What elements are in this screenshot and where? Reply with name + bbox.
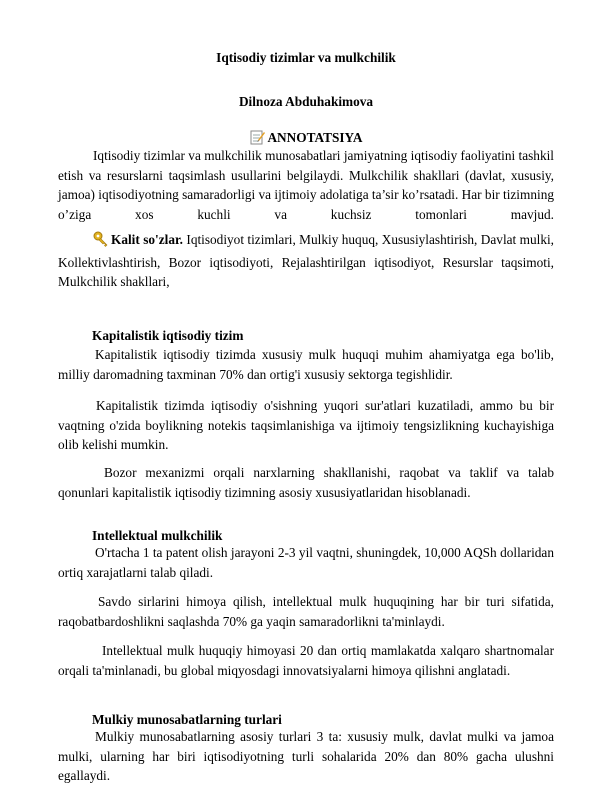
- section-heading: Kapitalistik iqtisodiy tizim: [92, 328, 244, 343]
- paragraph: Kapitalistik tizimda iqtisodiy o'sishning yuqori sur'atlari kuzatiladi, ammo bu bir vaqtning o'zida boylikning notekis taqsimlanishiga va ijtimoiy tengsizlikning kuchayishiga olib kelishi mumkin.: [58, 398, 554, 452]
- paragraph: Savdo sirlarini himoya qilish, intellektual mulk huquqining har bir turi sifatida, raqobatbardoshlikni saqlashda 70% ga yaqin samaradorlikni ta'minlaydi.: [58, 594, 554, 629]
- document-title: Iqtisodiy tizimlar va mulkchilik: [216, 50, 396, 65]
- author-name: Dilnoza Abduhakimova: [238, 94, 374, 109]
- section-heading: Intellektual mulkchilik: [92, 528, 223, 543]
- paragraph: O'rtacha 1 ta patent olish jarayoni 2-3 yil vaqtni, shuningdek, 10,000 AQSh dollaridan ortiq xarajatlarni talab qiladi.: [58, 545, 554, 580]
- paragraph: Mulkiy munosabatlarning asosiy turlari 3 ta: xususiy mulk, davlat mulki va jamoa mulki, ularning har biri iqtisodiyotning turli sohalarida 20% dan 80% gacha ulushni egallaydi.: [58, 729, 554, 783]
- keywords-text: Iqtisodiyot tizimlari, Mulkiy huquq, Xususiylashtirish, Davlat mulki, Kollektivlashtirish, Bozor iqtisodiyoti, Rejalashtirilgan iqtisodiyot, Resurslar taqsimoti, Mulkchilik shakllari,: [58, 232, 554, 289]
- annotation-heading: ANNOTATSIYA: [267, 130, 363, 145]
- paragraph: Kapitalistik iqtisodiy tizimda xususiy mulk huquqi muhim ahamiyatga ega bo'lib, milliy daromadning taxminan 70% dan ortig'i xususiy sektorga tegishlidir.: [58, 347, 554, 382]
- annotation-text: Iqtisodiy tizimlar va mulkchilik munosabatlari jamiyatning iqtisodiy faoliyatini tashkil etish va resurslarni taqsimlash usullarini belgilaydi. Mulkchilik shakllari (davlat, xususiy, jamoa) iqtisodiyotning samaradorligi va ijtimoiy adolatiga ta’sir ko’rsatadi. Har bir tizimning o’ziga xos kuchli va kuchsiz tomonlari mavjud.: [58, 148, 554, 222]
- section-heading: Mulkiy munosabatlarning turlari: [92, 712, 282, 727]
- keywords-label: Kalit so'zlar.: [111, 232, 183, 247]
- keywords-paragraph: [58, 230, 554, 292]
- paragraph: Intellektual mulk huquqiy himoyasi 20 dan ortiq mamlakatda xalqaro shartnomalar orqali ta'minlanadi, bu global miqyosdagi innovatsiyalarni himoya qilishni anglatadi.: [58, 643, 554, 678]
- paragraph: Bozor mexanizmi orqali narxlarning shakllanishi, raqobat va taklif va talab qonunlari kapitalistik iqtisodiy tizimning asosiy xususiyatlaridan hisoblanadi.: [58, 465, 554, 500]
- key-icon: [93, 231, 109, 253]
